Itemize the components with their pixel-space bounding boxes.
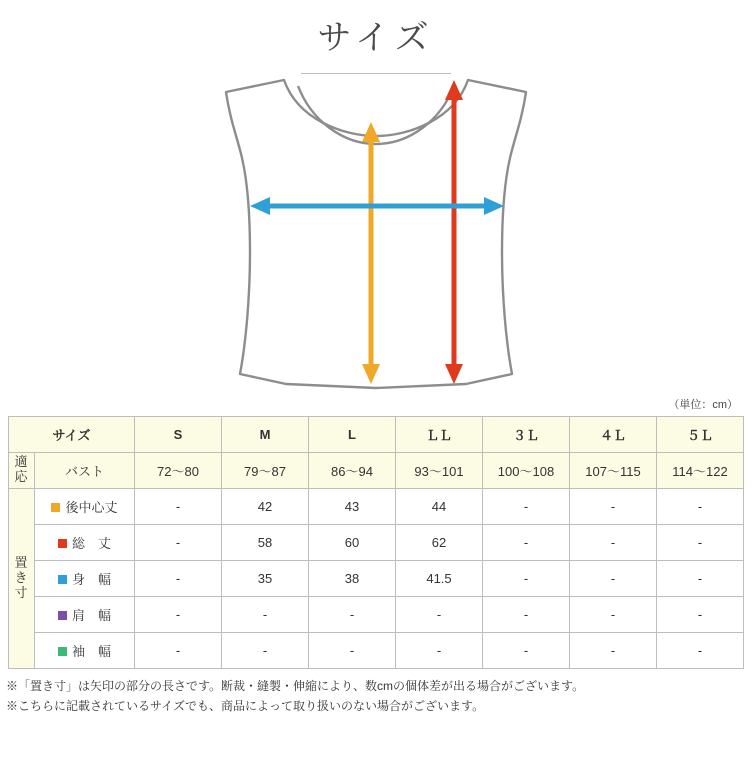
cell-cbl-4l: - — [570, 488, 657, 524]
tank-top-outline — [226, 80, 526, 388]
row-label-body-width-text: 身 幅 — [71, 571, 111, 587]
cell-sleeve-s: - — [135, 632, 222, 668]
row-label-sleeve-width-text: 袖 幅 — [71, 643, 111, 659]
cell-total-s: - — [135, 524, 222, 560]
swatch-icon-blue — [58, 575, 67, 584]
swatch-icon-purple — [58, 611, 67, 620]
cell-width-s: - — [135, 560, 222, 596]
header-cell-m: M — [222, 416, 309, 452]
cell-shoulder-5l: - — [657, 596, 744, 632]
row-label-body-width — [35, 560, 135, 596]
header-cell-size: サイズ — [9, 416, 135, 452]
tank-top-diagram — [166, 74, 586, 394]
cell-shoulder-s: - — [135, 596, 222, 632]
cell-width-ll: 41.5 — [396, 560, 483, 596]
cell-bust-l: 86〜94 — [309, 452, 396, 488]
cell-shoulder-4l: - — [570, 596, 657, 632]
header-cell-3l: ３Ｌ — [483, 416, 570, 452]
page-title: サイズ — [317, 19, 435, 57]
group-label-fit-text: 適応 — [14, 454, 29, 485]
cell-shoulder-3l: - — [483, 596, 570, 632]
size-table — [8, 416, 744, 669]
row-label-total-length — [35, 524, 135, 560]
cell-width-m: 35 — [222, 560, 309, 596]
row-label-bust — [35, 452, 135, 488]
row-label-shoulder-width — [35, 596, 135, 632]
cell-sleeve-ll: - — [396, 632, 483, 668]
group-label-flat-text: 置き寸 — [14, 554, 29, 600]
cell-cbl-s: - — [135, 488, 222, 524]
row-label-sleeve-width — [35, 632, 135, 668]
row-label-center-back-length — [35, 488, 135, 524]
row-label-total-length-text: 総 丈 — [71, 535, 111, 551]
cell-cbl-ll: 44 — [396, 488, 483, 524]
cell-shoulder-m: - — [222, 596, 309, 632]
swatch-icon-orange — [51, 503, 60, 512]
cell-shoulder-l: - — [309, 596, 396, 632]
row-label-wrap — [58, 533, 111, 552]
cell-bust-m: 79〜87 — [222, 452, 309, 488]
footnote-2: ※こちらに記載されているサイズでも、商品によって取り扱いのない場合がございます。 — [6, 698, 485, 713]
cell-cbl-3l: - — [483, 488, 570, 524]
table-row — [9, 560, 744, 596]
table-row — [9, 524, 744, 560]
table-row — [9, 632, 744, 668]
cell-sleeve-5l: - — [657, 632, 744, 668]
swatch-icon-red — [58, 539, 67, 548]
cell-width-5l: - — [657, 560, 744, 596]
footnotes — [6, 677, 742, 717]
cell-sleeve-l: - — [309, 632, 396, 668]
cell-width-3l: - — [483, 560, 570, 596]
table-header-row — [9, 416, 744, 452]
cell-cbl-5l: - — [657, 488, 744, 524]
cell-sleeve-m: - — [222, 632, 309, 668]
table-row — [9, 488, 744, 524]
table-row — [9, 452, 744, 488]
cell-bust-4l: 107〜115 — [570, 452, 657, 488]
cell-sleeve-3l: - — [483, 632, 570, 668]
row-label-center-back-length-text: 後中心丈 — [65, 499, 118, 515]
row-label-shoulder-width-text: 肩 幅 — [71, 607, 111, 623]
footnote-1: ※「置き寸」は矢印の部分の長さです。断裁・縫製・伸縮により、数cmの個体差が出る場合がございます。 — [6, 678, 585, 693]
cell-shoulder-ll: - — [396, 596, 483, 632]
cell-total-l: 60 — [309, 524, 396, 560]
row-label-wrap — [51, 497, 117, 516]
cell-bust-5l: 114〜122 — [657, 452, 744, 488]
garment-illustration — [0, 74, 752, 394]
cell-cbl-m: 42 — [222, 488, 309, 524]
header-cell-4l: ４Ｌ — [570, 416, 657, 452]
cell-total-m: 58 — [222, 524, 309, 560]
cell-sleeve-4l: - — [570, 632, 657, 668]
header-cell-5l: ５Ｌ — [657, 416, 744, 452]
header-cell-l: L — [309, 416, 396, 452]
cell-width-l: 38 — [309, 560, 396, 596]
group-label-flat — [9, 488, 35, 668]
row-label-bust-text: バスト — [64, 463, 104, 479]
cell-bust-3l: 100〜108 — [483, 452, 570, 488]
cell-cbl-l: 43 — [309, 488, 396, 524]
cell-total-ll: 62 — [396, 524, 483, 560]
row-label-wrap — [58, 641, 111, 660]
group-label-fit — [9, 452, 35, 488]
swatch-icon-green — [58, 647, 67, 656]
cell-width-4l: - — [570, 560, 657, 596]
cell-total-3l: - — [483, 524, 570, 560]
row-label-wrap — [58, 569, 111, 588]
row-label-wrap — [58, 605, 111, 624]
cell-total-4l: - — [570, 524, 657, 560]
cell-total-5l: - — [657, 524, 744, 560]
cell-bust-s: 72〜80 — [135, 452, 222, 488]
header-cell-ll: ＬＬ — [396, 416, 483, 452]
unit-note: （単位：cm） — [668, 398, 738, 411]
header-cell-s: S — [135, 416, 222, 452]
table-row — [9, 596, 744, 632]
cell-bust-ll: 93〜101 — [396, 452, 483, 488]
page-header — [0, 0, 752, 74]
